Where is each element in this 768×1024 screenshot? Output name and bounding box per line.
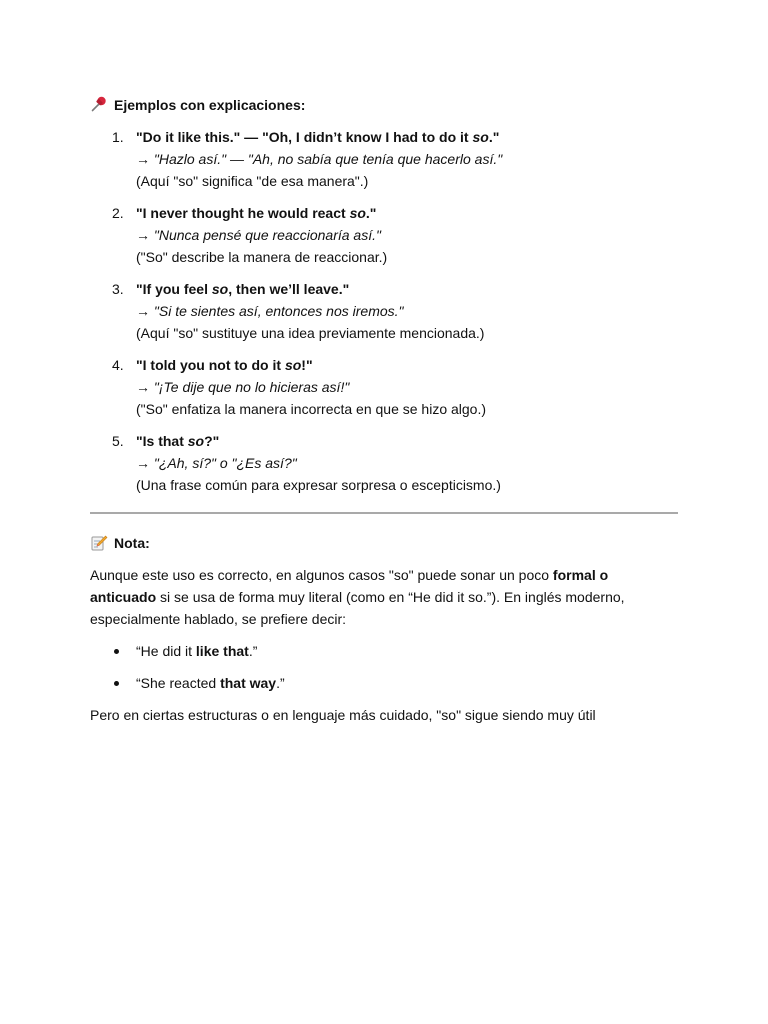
spanish-translation: → "Si te sientes así, entonces nos iremos." — [136, 303, 404, 319]
explanation: ("So" describe la manera de reaccionar.) — [136, 249, 388, 265]
examples-heading — [90, 94, 680, 116]
item-number: 1. — [112, 129, 124, 145]
list-item: “She reacted that way.” — [90, 672, 680, 694]
bullet-icon — [114, 681, 119, 686]
list-item — [90, 354, 680, 420]
spanish-translation: → "¡Te dije que no lo hicieras así!" — [136, 379, 350, 395]
closing-paragraph: Pero en ciertas estructuras o en lenguaje más cuidado, "so" sigue siendo muy útil — [90, 707, 596, 723]
list-item — [90, 430, 680, 496]
english-sentence: "I never thought he would react so." — [136, 205, 377, 221]
explanation: (Una frase común para expresar sorpresa o escepticismo.) — [136, 477, 501, 493]
memo-icon — [90, 534, 108, 552]
item-number: 3. — [112, 281, 124, 297]
item-number: 2. — [112, 205, 124, 221]
item-number: 5. — [112, 433, 124, 449]
english-sentence: "I told you not to do it so!" — [136, 357, 313, 373]
explanation: ("So" enfatiza la manera incorrecta en que se hizo algo.) — [136, 401, 487, 417]
pushpin-icon — [90, 95, 108, 113]
english-sentence: "If you feel so, then we’ll leave." — [136, 281, 350, 297]
list-item — [90, 126, 680, 192]
note-heading-text: Nota: — [114, 535, 150, 551]
bullet-icon — [114, 649, 119, 654]
spanish-translation: → "Nunca pensé que reaccionaría así." — [136, 227, 381, 243]
list-item: “He did it like that.” — [90, 640, 680, 662]
list-item — [90, 278, 680, 344]
explanation: (Aquí "so" significa "de esa manera".) — [136, 173, 369, 189]
item-number: 4. — [112, 357, 124, 373]
alternatives-list — [90, 640, 680, 694]
english-sentence: "Is that so?" — [136, 433, 220, 449]
spanish-translation: → "Hazlo así." — "Ah, no sabía que tenía que hacerlo así." — [136, 151, 503, 167]
document-body — [90, 94, 680, 736]
examples-list — [90, 126, 680, 496]
horizontal-divider — [90, 512, 678, 514]
explanation: (Aquí "so" sustituye una idea previamente mencionada.) — [136, 325, 485, 341]
list-item — [90, 202, 680, 268]
spanish-translation: → "¿Ah, sí?" o "¿Es así?" — [136, 455, 297, 471]
examples-heading-text: Ejemplos con explicaciones: — [114, 97, 306, 113]
note-paragraph: Aunque este uso es correcto, en algunos casos "so" puede sonar un poco formal o anticuado si se usa de forma muy literal (como en “He did it so.”). En inglés moderno, especialmente hablado, se prefiere decir: — [90, 567, 625, 627]
note-heading — [90, 532, 680, 554]
english-sentence: "Do it like this." — "Oh, I didn’t know I had to do it so." — [136, 129, 500, 145]
